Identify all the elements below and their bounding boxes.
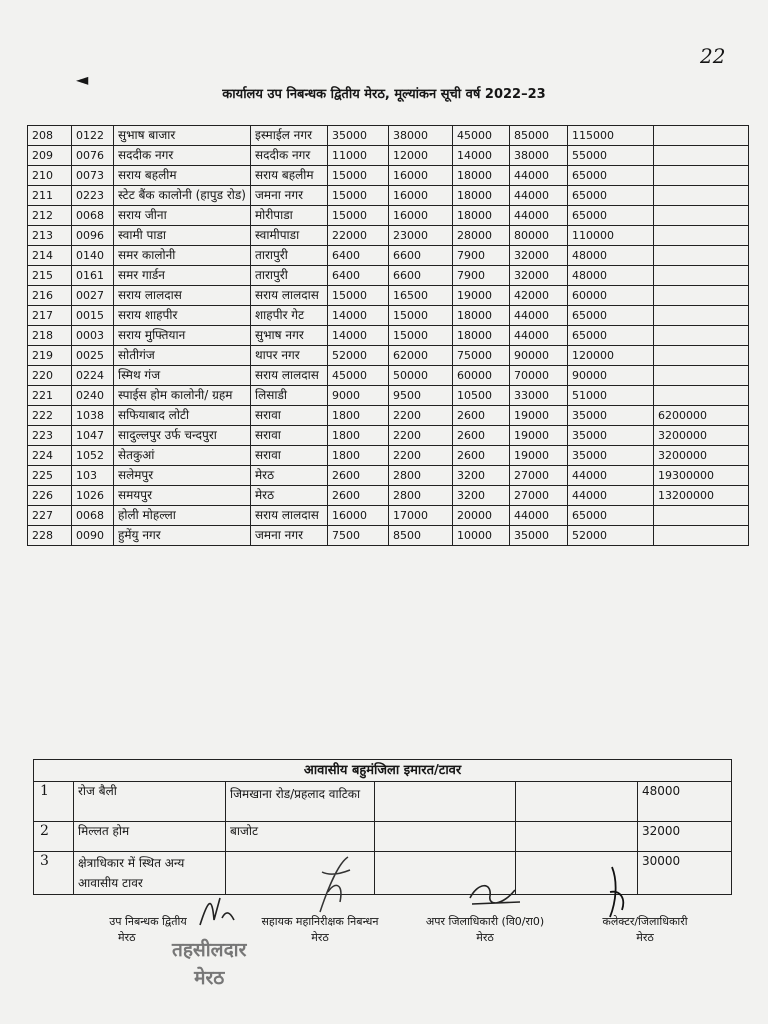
rate-5: 65000 [568,306,654,326]
rate-1: 15000 [328,286,389,306]
serial-number: 226 [28,486,72,506]
rate-1: 11000 [328,146,389,166]
rate-3: 19000 [453,286,510,306]
rate-2: 2200 [389,446,453,466]
rate-2: 16000 [389,206,453,226]
area-name: मोरीपाडा [251,206,328,226]
rate-6 [654,346,749,366]
locality-code: 0076 [72,146,114,166]
rate-5: 55000 [568,146,654,166]
area-name: तारापुरी [251,266,328,286]
rate-3: 7900 [453,266,510,286]
tower-heading: आवासीय बहुमंजिला इमारत/टावर [34,760,732,782]
table-row [28,146,749,166]
rate-6 [654,306,749,326]
serial-number: 224 [28,446,72,466]
area-name: इस्माईल नगर [251,126,328,146]
rate-3: 14000 [453,146,510,166]
locality-code: 0161 [72,266,114,286]
rate-2: 8500 [389,526,453,546]
serial-number: 221 [28,386,72,406]
rate-1: 2600 [328,486,389,506]
rate-4: 19000 [510,446,568,466]
locality-name: सफियाबाद लोटी [114,406,251,426]
tower-index: 3 [34,852,74,895]
serial-number: 216 [28,286,72,306]
rate-2: 50000 [389,366,453,386]
table-row [28,206,749,226]
rate-4: 85000 [510,126,568,146]
serial-number: 210 [28,166,72,186]
locality-name: स्टेट बैंक कालोनी (हापुड रोड) [114,186,251,206]
locality-name: सलेमपुर [114,466,251,486]
rate-6 [654,526,749,546]
rate-5: 52000 [568,526,654,546]
serial-number: 212 [28,206,72,226]
rate-5: 65000 [568,326,654,346]
tower-header-row [34,760,732,782]
signature-block [410,914,560,946]
rate-6 [654,166,749,186]
rate-1: 52000 [328,346,389,366]
tower-index: 1 [34,782,74,822]
area-name: सराय लालदास [251,366,328,386]
rate-6 [654,146,749,166]
rate-3: 18000 [453,206,510,226]
signature-scribble [592,862,642,922]
locality-name: सादुल्लपुर उर्फ चन्दपुरा [114,426,251,446]
rate-4: 44000 [510,206,568,226]
rate-4: 44000 [510,306,568,326]
rate-5: 60000 [568,286,654,306]
rate-6 [654,326,749,346]
locality-name: समर कालोनी [114,246,251,266]
rate-4: 42000 [510,286,568,306]
locality-code: 1038 [72,406,114,426]
area-name: सराय लालदास [251,506,328,526]
table-row [28,486,749,506]
locality-code: 0223 [72,186,114,206]
rate-1: 16000 [328,506,389,526]
signature-place: मेरठ [311,931,329,944]
locality-name: सददीक नगर [114,146,251,166]
locality-code: 0224 [72,366,114,386]
rate-2: 6600 [389,246,453,266]
tower-rate: 32000 [638,822,732,852]
rate-2: 2800 [389,466,453,486]
locality-code: 0122 [72,126,114,146]
serial-number: 211 [28,186,72,206]
locality-code: 0096 [72,226,114,246]
rate-2: 38000 [389,126,453,146]
area-name: थापर नगर [251,346,328,366]
area-name: सराय लालदास [251,286,328,306]
rate-6: 13200000 [654,486,749,506]
rate-4: 90000 [510,346,568,366]
signature-title: कलेक्टर/जिलाधिकारी [602,915,688,928]
rate-3: 75000 [453,346,510,366]
rate-6 [654,506,749,526]
rate-3: 45000 [453,126,510,146]
locality-name: सोतीगंज [114,346,251,366]
rate-3: 18000 [453,166,510,186]
stamp-line: मेरठ [194,967,225,989]
area-name: स्वामीपाडा [251,226,328,246]
signature-place: मेरठ [118,931,136,944]
serial-number: 228 [28,526,72,546]
serial-number: 214 [28,246,72,266]
signature-scribble [300,852,370,922]
rate-2: 2800 [389,486,453,506]
signature-scribble [460,876,530,911]
serial-number: 218 [28,326,72,346]
rate-5: 44000 [568,466,654,486]
table-row [28,166,749,186]
locality-code: 0027 [72,286,114,306]
rate-5: 110000 [568,226,654,246]
tehsildar-stamp [172,936,246,992]
tower-area: जिमखाना रोड/प्रहलाद वाटिका [226,782,375,822]
rate-4: 33000 [510,386,568,406]
rate-2: 16500 [389,286,453,306]
rate-5: 65000 [568,206,654,226]
locality-code: 0240 [72,386,114,406]
serial-number: 225 [28,466,72,486]
rate-6 [654,226,749,246]
locality-code: 103 [72,466,114,486]
rate-2: 15000 [389,326,453,346]
rate-2: 2200 [389,406,453,426]
rate-4: 38000 [510,146,568,166]
signature-title: उप निबन्धक द्वितीय [109,915,187,928]
locality-code: 1026 [72,486,114,506]
corner-mark: ◄ [76,70,89,89]
locality-name: सेतकुआं [114,446,251,466]
table-row [28,406,749,426]
rate-4: 32000 [510,266,568,286]
locality-name: समयपुर [114,486,251,506]
tower-area: बाजोट [226,822,375,852]
area-name: मेरठ [251,486,328,506]
rate-1: 7500 [328,526,389,546]
tower-row [34,782,732,822]
locality-name: सराय मुफ्तियान [114,326,251,346]
locality-name: होली मोहल्ला [114,506,251,526]
rate-5: 65000 [568,186,654,206]
rate-4: 27000 [510,466,568,486]
area-name: सरावा [251,426,328,446]
stamp-line: तहसीलदार [172,939,247,961]
rate-2: 6600 [389,266,453,286]
tower-blank [375,822,516,852]
rate-3: 20000 [453,506,510,526]
locality-name: सुभाष बाजार [114,126,251,146]
signature-title: अपर जिलाधिकारी (वि0/रा0) [425,915,545,928]
rate-6 [654,246,749,266]
locality-code: 0068 [72,506,114,526]
locality-name: सराय शाहपीर [114,306,251,326]
locality-name: सराय जीना [114,206,251,226]
rate-5: 35000 [568,446,654,466]
rate-6 [654,286,749,306]
locality-code: 0003 [72,326,114,346]
rate-6 [654,186,749,206]
rate-6 [654,266,749,286]
rate-2: 9500 [389,386,453,406]
tower-name: क्षेत्राधिकार में स्थित अन्य आवासीय टावर [74,852,226,895]
rate-4: 27000 [510,486,568,506]
rate-4: 35000 [510,526,568,546]
rate-4: 70000 [510,366,568,386]
rate-4: 44000 [510,506,568,526]
table-row [28,266,749,286]
serial-number: 217 [28,306,72,326]
locality-name: स्पाईस होम कालोनी/ ग्रहम [114,386,251,406]
locality-code: 0025 [72,346,114,366]
signature-block [240,914,400,946]
area-name: सरावा [251,446,328,466]
locality-name: स्मिथ गंज [114,366,251,386]
locality-code: 0068 [72,206,114,226]
rate-5: 48000 [568,246,654,266]
rate-1: 15000 [328,186,389,206]
serial-number: 219 [28,346,72,366]
rate-2: 16000 [389,166,453,186]
area-name: मेरठ [251,466,328,486]
serial-number: 220 [28,366,72,386]
rate-1: 14000 [328,306,389,326]
table-row [28,426,749,446]
locality-code: 0073 [72,166,114,186]
tower-index: 2 [34,822,74,852]
rate-5: 65000 [568,506,654,526]
serial-number: 223 [28,426,72,446]
rate-5: 65000 [568,166,654,186]
rate-1: 1800 [328,426,389,446]
tower-rate: 48000 [638,782,732,822]
table-row [28,366,749,386]
rate-2: 2200 [389,426,453,446]
table-row [28,186,749,206]
locality-name: सराय लालदास [114,286,251,306]
tower-blank [516,822,638,852]
table-row [28,226,749,246]
table-row [28,306,749,326]
serial-number: 215 [28,266,72,286]
table-row [28,506,749,526]
rate-1: 1800 [328,406,389,426]
rate-1: 2600 [328,466,389,486]
table-row [28,386,749,406]
rate-4: 44000 [510,326,568,346]
serial-number: 227 [28,506,72,526]
rate-4: 32000 [510,246,568,266]
rate-1: 9000 [328,386,389,406]
rate-2: 12000 [389,146,453,166]
rate-3: 3200 [453,466,510,486]
locality-name: स्वामी पाडा [114,226,251,246]
tower-row [34,822,732,852]
rate-4: 44000 [510,186,568,206]
area-name: जमना नगर [251,526,328,546]
tower-blank [516,782,638,822]
rate-3: 3200 [453,486,510,506]
area-name: सराय बहलीम [251,166,328,186]
rate-5: 120000 [568,346,654,366]
signature-place: मेरठ [476,931,494,944]
locality-name: सराय बहलीम [114,166,251,186]
rate-1: 45000 [328,366,389,386]
rate-6 [654,366,749,386]
rate-3: 10000 [453,526,510,546]
rate-5: 51000 [568,386,654,406]
table-row [28,346,749,366]
rate-2: 62000 [389,346,453,366]
area-name: सरावा [251,406,328,426]
rate-1: 22000 [328,226,389,246]
rate-5: 115000 [568,126,654,146]
rate-3: 18000 [453,306,510,326]
rate-1: 14000 [328,326,389,346]
rate-5: 35000 [568,406,654,426]
rate-1: 1800 [328,446,389,466]
rate-1: 15000 [328,206,389,226]
table-row [28,446,749,466]
area-name: लिसाडी [251,386,328,406]
table-row [28,326,749,346]
rate-6 [654,386,749,406]
rate-3: 18000 [453,186,510,206]
signature-block [580,914,710,946]
rate-4: 19000 [510,426,568,446]
rate-6 [654,206,749,226]
rate-6: 19300000 [654,466,749,486]
locality-code: 1047 [72,426,114,446]
rate-2: 15000 [389,306,453,326]
rate-2: 16000 [389,186,453,206]
rate-2: 23000 [389,226,453,246]
area-name: सुभाष नगर [251,326,328,346]
locality-name: समर गार्डन [114,266,251,286]
valuation-table [27,125,749,546]
area-name: सददीक नगर [251,146,328,166]
tower-blank [375,782,516,822]
locality-code: 0015 [72,306,114,326]
rate-2: 17000 [389,506,453,526]
table-row [28,246,749,266]
rate-6: 3200000 [654,446,749,466]
tower-rate: 30000 [638,852,732,895]
rate-3: 18000 [453,326,510,346]
serial-number: 209 [28,146,72,166]
serial-number: 208 [28,126,72,146]
rate-5: 44000 [568,486,654,506]
page-title: कार्यालय उप निबन्धक द्वितीय मेरठ, मूल्यांकन सूची वर्ष 2022–23 [222,87,546,102]
serial-number: 213 [28,226,72,246]
serial-number: 222 [28,406,72,426]
rate-6: 6200000 [654,406,749,426]
rate-3: 60000 [453,366,510,386]
rate-3: 2600 [453,426,510,446]
locality-name: हुमेंयु नगर [114,526,251,546]
page-number: 22 [700,44,726,68]
rate-4: 19000 [510,406,568,426]
rate-5: 48000 [568,266,654,286]
tower-name: मिल्लत होम [74,822,226,852]
rate-1: 15000 [328,166,389,186]
rate-3: 28000 [453,226,510,246]
table-row [28,466,749,486]
table-row [28,286,749,306]
rate-1: 6400 [328,266,389,286]
area-name: जमना नगर [251,186,328,206]
rate-5: 35000 [568,426,654,446]
rate-3: 7900 [453,246,510,266]
rate-1: 6400 [328,246,389,266]
signature-place: मेरठ [636,931,654,944]
area-name: तारापुरी [251,246,328,266]
rate-3: 2600 [453,406,510,426]
rate-6: 3200000 [654,426,749,446]
rate-6 [654,126,749,146]
table-row [28,526,749,546]
area-name: शाहपीर गेट [251,306,328,326]
locality-code: 0140 [72,246,114,266]
locality-code: 1052 [72,446,114,466]
rate-3: 10500 [453,386,510,406]
rate-1: 35000 [328,126,389,146]
table-row [28,126,749,146]
locality-code: 0090 [72,526,114,546]
rate-5: 90000 [568,366,654,386]
rate-4: 44000 [510,166,568,186]
rate-3: 2600 [453,446,510,466]
rate-4: 80000 [510,226,568,246]
tower-name: रोज बैली [74,782,226,822]
signature-title: सहायक महानिरीक्षक निबन्धन [261,915,379,928]
